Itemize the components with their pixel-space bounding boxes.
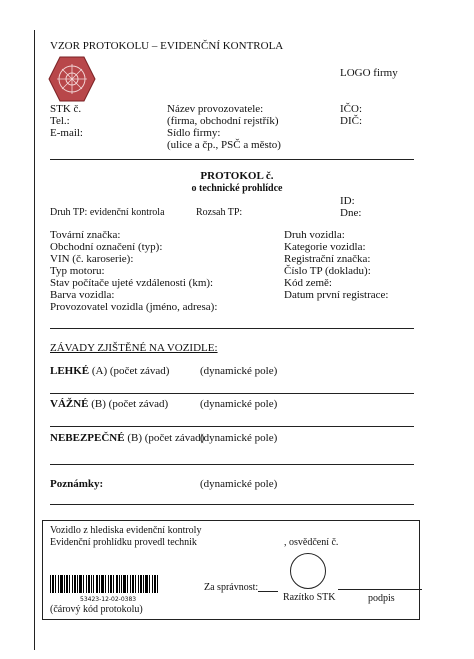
divider — [50, 328, 414, 329]
operator-name-note: (firma, obchodní rejstřík) — [167, 115, 279, 127]
dic-label: DIČ: — [340, 115, 362, 127]
divider — [50, 464, 414, 465]
notes-label: Poznámky: — [50, 478, 104, 490]
inspection-scope-label: Rozsah TP: — [196, 207, 243, 218]
signature-label: podpis — [368, 593, 395, 604]
engine-type-label: Typ motoru: — [50, 265, 105, 277]
date-label: Dne: — [340, 207, 362, 219]
vehicle-kind-label: Druh vozidla: — [284, 229, 345, 241]
odometer-label: Stav počítače ujeté vzdálenosti (km): — [50, 277, 214, 289]
stamp-circle — [290, 553, 326, 589]
company-seat-label: Sídlo firmy: — [167, 127, 221, 139]
defects-heading: ZÁVADY ZJIŠTĚNÉ NA VOZIDLE: — [50, 342, 218, 354]
vin-label: VIN (č. karoserie): — [50, 253, 134, 265]
logo-placeholder: LOGO firmy — [340, 67, 398, 79]
divider — [50, 426, 414, 427]
tp-number-label: Číslo TP (dokladu): — [284, 265, 371, 277]
vehicle-color-label: Barva vozidla: — [50, 289, 115, 301]
vehicle-make-label: Tovární značka: — [50, 229, 121, 241]
page-title: VZOR PROTOKOLU – EVIDENČNÍ KONTROLA — [50, 40, 284, 52]
phone-label: Tel.: — [50, 115, 70, 127]
vehicle-result-label: Vozidlo z hlediska evidenční kontroly — [50, 525, 202, 536]
responsible-label: Za správnost: — [204, 582, 259, 593]
vehicle-category-label: Kategorie vozidla: — [284, 241, 366, 253]
page-border-line — [34, 30, 35, 650]
barcode-number: 53423-12-02-0383 — [80, 596, 137, 603]
technician-label: Evidenční prohlídku provedl technik — [50, 537, 197, 548]
signature-line — [338, 589, 422, 590]
registration-plate-label: Registrační značka: — [284, 253, 371, 265]
defect-dangerous-label: NEBEZPEČNÉ (B) (počet závad) — [50, 432, 205, 444]
protocol-title: PROTOKOL č. — [200, 170, 274, 182]
stk-number-label: STK č. — [50, 103, 82, 115]
barcode-icon — [50, 575, 160, 597]
defect-serious-field[interactable]: (dynamické pole) — [200, 398, 278, 410]
defect-serious-label: VÁŽNÉ (B) (počet závad) — [50, 398, 169, 410]
defect-light-label: LEHKÉ (A) (počet závad) — [50, 365, 170, 377]
divider — [50, 159, 414, 160]
responsible-line — [258, 591, 278, 592]
vehicle-operator-label: Provozovatel vozidla (jméno, adresa): — [50, 301, 218, 313]
operator-name-label: Název provozovatele: — [167, 103, 264, 115]
logo-emblem-icon — [48, 56, 96, 102]
country-code-label: Kód země: — [284, 277, 332, 289]
protocol-subtitle: o technické prohlídce — [191, 183, 283, 194]
defect-dangerous-field[interactable]: (dynamické pole) — [200, 432, 278, 444]
first-registration-label: Datum první registrace: — [284, 289, 389, 301]
email-label: E-mail: — [50, 127, 83, 139]
divider — [50, 393, 414, 394]
barcode-caption: (čárový kód protokolu) — [50, 604, 143, 615]
divider — [50, 504, 414, 505]
inspection-type-label: Druh TP: evidenční kontrola — [50, 207, 165, 218]
notes-field[interactable]: (dynamické pole) — [200, 478, 278, 490]
defect-light-field[interactable]: (dynamické pole) — [200, 365, 278, 377]
vehicle-type-label: Obchodní označení (typ): — [50, 241, 163, 253]
certificate-number-label: , osvědčení č. — [284, 537, 339, 548]
protocol-id-label: ID: — [340, 195, 355, 207]
company-seat-note: (ulice a čp., PSČ a město) — [167, 139, 281, 151]
stamp-label: Razítko STK — [283, 592, 336, 603]
ico-label: IČO: — [340, 103, 362, 115]
